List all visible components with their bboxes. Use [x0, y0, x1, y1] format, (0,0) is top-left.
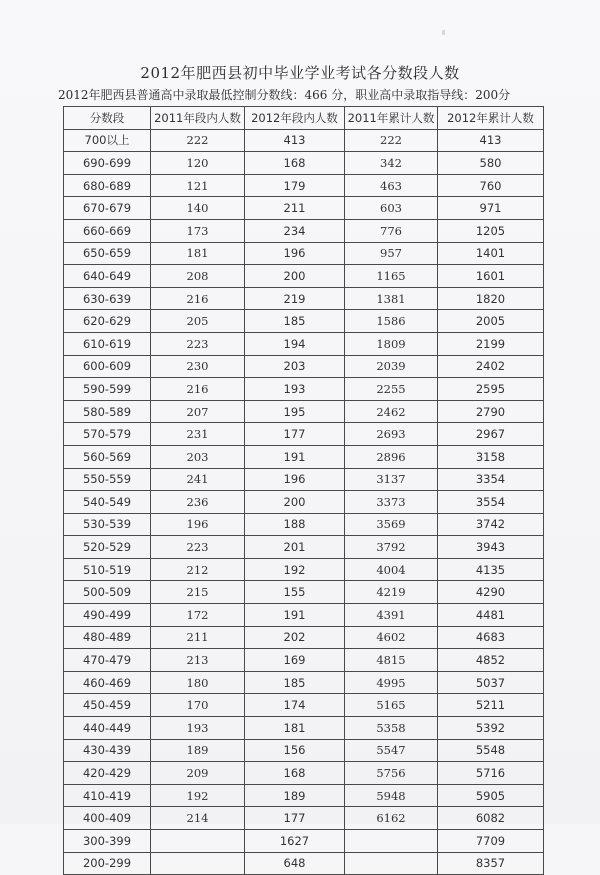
cell-cumulative-2012: 971 — [438, 197, 544, 220]
cell-cumulative-2012: 3742 — [438, 513, 544, 536]
cell-count-2012: 201 — [245, 536, 345, 559]
cell-cumulative-2011: 342 — [345, 152, 438, 175]
cell-count-2011: 215 — [151, 581, 245, 604]
cell-score-range: 510-519 — [64, 558, 151, 581]
cell-count-2011: 231 — [151, 423, 245, 446]
cell-count-2012: 181 — [245, 717, 345, 740]
cell-cumulative-2011: 3137 — [345, 468, 438, 491]
table-row — [64, 694, 544, 717]
cell-count-2012: 203 — [245, 355, 345, 378]
cell-cumulative-2011: 4602 — [345, 626, 438, 649]
table-row — [64, 558, 544, 581]
cell-cumulative-2011: 5547 — [345, 739, 438, 762]
table-row — [64, 581, 544, 604]
cell-cumulative-2012: 2402 — [438, 355, 544, 378]
cell-count-2012: 185 — [245, 671, 345, 694]
cell-cumulative-2012: 3943 — [438, 536, 544, 559]
cell-cumulative-2012: 580 — [438, 152, 544, 175]
cell-score-range: 460-469 — [64, 671, 151, 694]
cell-score-range: 570-579 — [64, 423, 151, 446]
cell-cumulative-2012: 8357 — [438, 852, 544, 875]
cell-count-2012: 179 — [245, 174, 345, 197]
cell-count-2012: 196 — [245, 242, 345, 265]
score-distribution-table — [63, 106, 544, 875]
cell-cumulative-2011: 4995 — [345, 671, 438, 694]
cell-cumulative-2012: 4290 — [438, 581, 544, 604]
cell-count-2011: 193 — [151, 717, 245, 740]
cell-count-2012: 200 — [245, 491, 345, 514]
cell-cumulative-2011: 1165 — [345, 265, 438, 288]
cell-cumulative-2012: 1401 — [438, 242, 544, 265]
cell-count-2011: 203 — [151, 445, 245, 468]
table-row — [64, 265, 544, 288]
cell-cumulative-2012: 2199 — [438, 332, 544, 355]
header-score-range: 分数段 — [64, 107, 151, 130]
cell-count-2012: 168 — [245, 152, 345, 175]
cell-cumulative-2012: 5037 — [438, 671, 544, 694]
cell-cumulative-2012: 4135 — [438, 558, 544, 581]
cell-cumulative-2011: 2693 — [345, 423, 438, 446]
cell-score-range: 400-409 — [64, 807, 151, 830]
cell-cumulative-2011: 4815 — [345, 649, 438, 672]
cell-cumulative-2011: 1381 — [345, 287, 438, 310]
cell-count-2011: 213 — [151, 649, 245, 672]
cell-cumulative-2012: 1601 — [438, 265, 544, 288]
cell-count-2011: 241 — [151, 468, 245, 491]
table-row — [64, 242, 544, 265]
cell-cumulative-2011: 4391 — [345, 604, 438, 627]
header-2012-count: 2012年段内人数 — [245, 107, 345, 130]
cell-cumulative-2012: 3354 — [438, 468, 544, 491]
cell-cumulative-2011: 222 — [345, 129, 438, 152]
table-row — [64, 830, 544, 853]
table-row — [64, 355, 544, 378]
cell-cumulative-2012: 1820 — [438, 287, 544, 310]
cell-score-range: 600-609 — [64, 355, 151, 378]
document-title: 2012年肥西县初中毕业学业考试各分数段人数 — [140, 64, 460, 82]
cell-cumulative-2012: 2790 — [438, 400, 544, 423]
cell-count-2011: 205 — [151, 310, 245, 333]
cell-score-range: 500-509 — [64, 581, 151, 604]
cell-cumulative-2011: 5756 — [345, 762, 438, 785]
admission-lines-note: 2012年肥西县普通高中录取最低控制分数线：466 分，职业高中录取指导线：200分 — [58, 88, 511, 102]
cell-count-2012: 168 — [245, 762, 345, 785]
cell-cumulative-2012: 5548 — [438, 739, 544, 762]
cell-cumulative-2011: 2462 — [345, 400, 438, 423]
cell-cumulative-2011: 1586 — [345, 310, 438, 333]
cell-cumulative-2012: 4683 — [438, 626, 544, 649]
header-2011-cumulative: 2011年累计人数 — [345, 107, 438, 130]
cell-cumulative-2012: 3158 — [438, 445, 544, 468]
cell-cumulative-2011: 3569 — [345, 513, 438, 536]
cell-cumulative-2012: 5211 — [438, 694, 544, 717]
cell-score-range: 200-299 — [64, 852, 151, 875]
table-row — [64, 219, 544, 242]
table-row — [64, 400, 544, 423]
cell-count-2011: 140 — [151, 197, 245, 220]
cell-score-range: 610-619 — [64, 332, 151, 355]
cell-cumulative-2012: 4852 — [438, 649, 544, 672]
cell-count-2011: 222 — [151, 129, 245, 152]
cell-cumulative-2012: 5392 — [438, 717, 544, 740]
cell-count-2011: 172 — [151, 604, 245, 627]
cell-cumulative-2012: 413 — [438, 129, 544, 152]
cell-score-range: 660-669 — [64, 219, 151, 242]
table-body — [64, 129, 544, 875]
table-row — [64, 129, 544, 152]
cell-score-range: 650-659 — [64, 242, 151, 265]
cell-cumulative-2012: 3554 — [438, 491, 544, 514]
header-2012-cumulative: 2012年累计人数 — [438, 107, 544, 130]
cell-count-2012: 174 — [245, 694, 345, 717]
cell-score-range: 620-629 — [64, 310, 151, 333]
cell-count-2011: 196 — [151, 513, 245, 536]
cell-cumulative-2012: 2005 — [438, 310, 544, 333]
table-row — [64, 152, 544, 175]
cell-count-2012: 185 — [245, 310, 345, 333]
cell-count-2012: 211 — [245, 197, 345, 220]
cell-cumulative-2011: 5165 — [345, 694, 438, 717]
cell-count-2012: 200 — [245, 265, 345, 288]
cell-count-2011: 170 — [151, 694, 245, 717]
cell-cumulative-2011: 3373 — [345, 491, 438, 514]
cell-cumulative-2011 — [345, 852, 438, 875]
cell-cumulative-2011: 5358 — [345, 717, 438, 740]
cell-cumulative-2011: 2255 — [345, 378, 438, 401]
cell-cumulative-2011: 603 — [345, 197, 438, 220]
cell-count-2011: 216 — [151, 287, 245, 310]
cell-cumulative-2012: 5905 — [438, 784, 544, 807]
cell-count-2012: 219 — [245, 287, 345, 310]
cell-cumulative-2011: 6162 — [345, 807, 438, 830]
table-row — [64, 378, 544, 401]
cell-cumulative-2012: 5716 — [438, 762, 544, 785]
table-row — [64, 197, 544, 220]
cell-cumulative-2012: 7709 — [438, 830, 544, 853]
cell-score-range: 550-559 — [64, 468, 151, 491]
cell-score-range: 690-699 — [64, 152, 151, 175]
cell-count-2011: 230 — [151, 355, 245, 378]
cell-cumulative-2012: 1205 — [438, 219, 544, 242]
cell-cumulative-2012: 4481 — [438, 604, 544, 627]
cell-count-2011: 208 — [151, 265, 245, 288]
cell-cumulative-2011: 463 — [345, 174, 438, 197]
cell-score-range: 300-399 — [64, 830, 151, 853]
table-row — [64, 287, 544, 310]
cell-cumulative-2011: 776 — [345, 219, 438, 242]
cell-count-2012: 189 — [245, 784, 345, 807]
cell-count-2012: 1627 — [245, 830, 345, 853]
cell-cumulative-2011: 4219 — [345, 581, 438, 604]
cell-score-range: 670-679 — [64, 197, 151, 220]
cell-cumulative-2011 — [345, 830, 438, 853]
cell-cumulative-2011: 1809 — [345, 332, 438, 355]
table-row — [64, 310, 544, 333]
cell-count-2011: 181 — [151, 242, 245, 265]
table-header-row — [64, 107, 544, 130]
cell-score-range: 470-479 — [64, 649, 151, 672]
cell-count-2011: 211 — [151, 626, 245, 649]
table-row — [64, 739, 544, 762]
cell-count-2011 — [151, 830, 245, 853]
cell-count-2011: 223 — [151, 332, 245, 355]
table-row — [64, 762, 544, 785]
cell-count-2011: 121 — [151, 174, 245, 197]
cell-score-range: 480-489 — [64, 626, 151, 649]
cell-score-range: 520-529 — [64, 536, 151, 559]
cell-cumulative-2011: 3792 — [345, 536, 438, 559]
table-row — [64, 784, 544, 807]
cell-score-range: 540-549 — [64, 491, 151, 514]
table-row — [64, 604, 544, 627]
header-2011-count: 2011年段内人数 — [151, 107, 245, 130]
scan-speck — [442, 30, 445, 35]
table-row — [64, 491, 544, 514]
cell-count-2012: 156 — [245, 739, 345, 762]
table-row — [64, 174, 544, 197]
cell-cumulative-2011: 957 — [345, 242, 438, 265]
table-row — [64, 513, 544, 536]
cell-score-range: 680-689 — [64, 174, 151, 197]
cell-score-range: 590-599 — [64, 378, 151, 401]
table-row — [64, 671, 544, 694]
table-row — [64, 468, 544, 491]
table-row — [64, 807, 544, 830]
cell-cumulative-2012: 6082 — [438, 807, 544, 830]
cell-count-2012: 196 — [245, 468, 345, 491]
cell-score-range: 450-459 — [64, 694, 151, 717]
cell-count-2012: 155 — [245, 581, 345, 604]
cell-count-2011: 209 — [151, 762, 245, 785]
cell-count-2012: 191 — [245, 604, 345, 627]
table-row — [64, 423, 544, 446]
cell-count-2012: 648 — [245, 852, 345, 875]
cell-count-2012: 234 — [245, 219, 345, 242]
cell-count-2012: 188 — [245, 513, 345, 536]
cell-score-range: 630-639 — [64, 287, 151, 310]
cell-score-range: 580-589 — [64, 400, 151, 423]
cell-count-2012: 169 — [245, 649, 345, 672]
cell-score-range: 420-429 — [64, 762, 151, 785]
cell-score-range: 410-419 — [64, 784, 151, 807]
cell-count-2012: 193 — [245, 378, 345, 401]
cell-cumulative-2012: 760 — [438, 174, 544, 197]
cell-score-range: 440-449 — [64, 717, 151, 740]
cell-count-2011: 192 — [151, 784, 245, 807]
cell-score-range: 430-439 — [64, 739, 151, 762]
cell-cumulative-2011: 4004 — [345, 558, 438, 581]
cell-count-2011: 214 — [151, 807, 245, 830]
cell-count-2011: 236 — [151, 491, 245, 514]
cell-score-range: 490-499 — [64, 604, 151, 627]
cell-count-2011: 216 — [151, 378, 245, 401]
table-row — [64, 536, 544, 559]
cell-count-2011: 120 — [151, 152, 245, 175]
cell-count-2012: 192 — [245, 558, 345, 581]
cell-score-range: 640-649 — [64, 265, 151, 288]
cell-count-2011: 223 — [151, 536, 245, 559]
table-row — [64, 852, 544, 875]
cell-cumulative-2012: 2595 — [438, 378, 544, 401]
cell-cumulative-2011: 2039 — [345, 355, 438, 378]
table-row — [64, 649, 544, 672]
cell-cumulative-2011: 2896 — [345, 445, 438, 468]
cell-count-2011: 173 — [151, 219, 245, 242]
table-row — [64, 332, 544, 355]
cell-count-2011: 189 — [151, 739, 245, 762]
cell-cumulative-2011: 5948 — [345, 784, 438, 807]
cell-count-2012: 177 — [245, 423, 345, 446]
cell-count-2012: 202 — [245, 626, 345, 649]
cell-count-2012: 191 — [245, 445, 345, 468]
cell-count-2012: 195 — [245, 400, 345, 423]
cell-score-range: 530-539 — [64, 513, 151, 536]
cell-score-range: 560-569 — [64, 445, 151, 468]
cell-count-2011 — [151, 852, 245, 875]
table-row — [64, 445, 544, 468]
cell-count-2012: 413 — [245, 129, 345, 152]
cell-cumulative-2012: 2967 — [438, 423, 544, 446]
cell-score-range: 700以上 — [64, 129, 151, 152]
cell-count-2012: 194 — [245, 332, 345, 355]
table-row — [64, 626, 544, 649]
cell-count-2011: 212 — [151, 558, 245, 581]
cell-count-2011: 207 — [151, 400, 245, 423]
table-row — [64, 717, 544, 740]
cell-count-2012: 177 — [245, 807, 345, 830]
cell-count-2011: 180 — [151, 671, 245, 694]
